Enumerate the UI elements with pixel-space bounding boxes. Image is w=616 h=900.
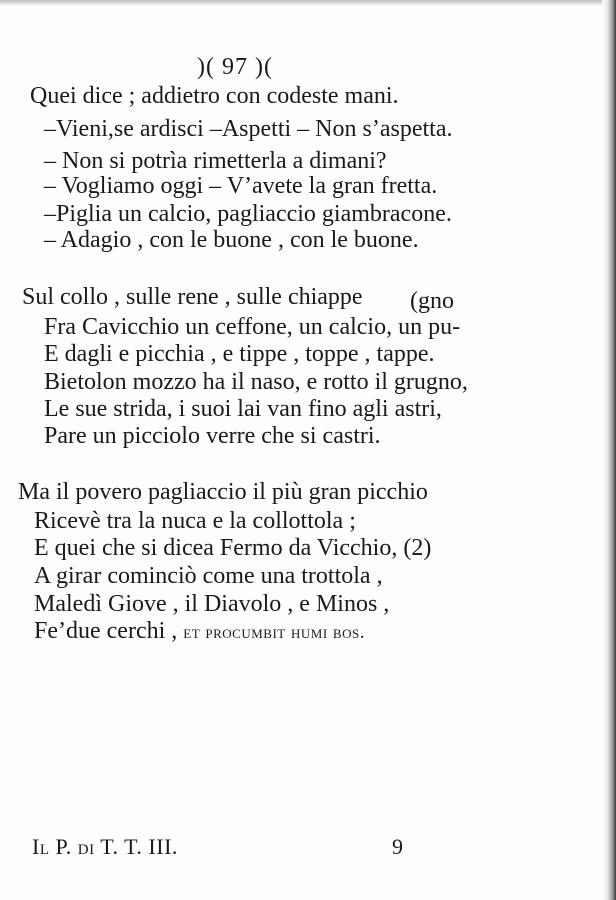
signature-mark [32,834,178,860]
verse-line: – Non si potrìa rimetterla a dimani? [44,148,387,174]
verse-line: E quei che si dicea Fermo da Vicchio, (2) [34,535,432,561]
page-binding-edge [602,0,616,900]
verse-line: Le sue strida, i suoi lai van fino agli astri, [44,396,442,422]
signature-text: Il P. di T. T. III. [32,834,178,859]
verse-line-start: Fe’due cerchi , [34,618,178,644]
verse-line: Fra Cavicchio un ceffone, un calcio, un pu- [44,314,461,340]
verse-line: E dagli e picchia , e tippe , toppe , tappe. [44,341,435,367]
verse-line: Ma il povero pagliaccio il più gran picchio [18,479,428,505]
verse-line: Pare un picciolo verre che si castri. [44,423,381,449]
verse-line: Quei dice ; addietro con codeste mani. [30,83,399,109]
page-number: )( 97 )( [197,54,273,80]
verse-line: –Piglia un calcio, pagliaccio giambracone. [44,201,452,227]
verse-line-last [34,617,365,647]
latin-quotation: et procumbit humi bos. [183,622,365,643]
page-top-edge [0,0,616,6]
verse-line: A girar cominciò come una trottola , [34,563,383,589]
gathering-number: 9 [392,834,403,859]
verse-line: Maledì Giove , il Diavolo , e Minos , [34,591,390,617]
verse-line: – Adagio , con le buone , con le buone. [44,227,419,253]
verse-line: Bietolon mozzo ha il naso, e rotto il grugno, [44,369,468,395]
verse-line: – Vogliamo oggi – V’avete la gran fretta. [44,173,438,199]
verse-line: Sul collo , sulle rene , sulle chiappe [22,284,363,310]
verse-line: Ricevè tra la nuca e la collottola ; [34,508,356,534]
verse-line-overflow: (gno [410,288,454,314]
verse-line: –Vieni,se ardisci –Aspetti – Non s’aspetta. [44,116,453,142]
